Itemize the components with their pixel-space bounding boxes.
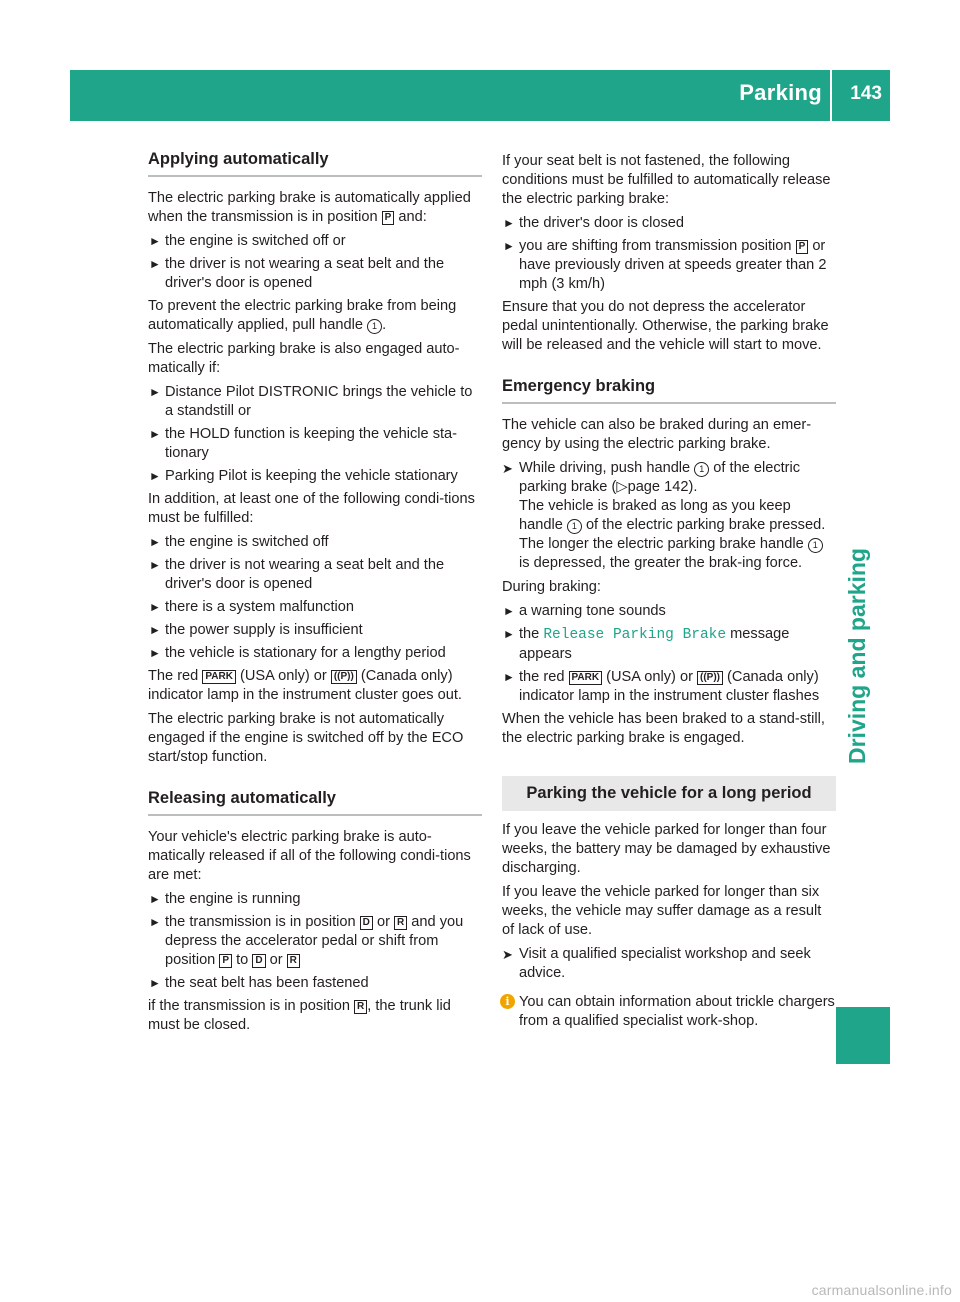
list-item: ► the driver is not wearing a seat belt and the driver's door is opened — [149, 557, 445, 592]
bullet-icon: ► — [149, 469, 161, 483]
bullet-list — [148, 383, 482, 486]
bullet-icon: ► — [149, 558, 161, 572]
list-item: ► you are shifting from transmission position P or have previously driven at speeds greater than 2 mph (3 km/h) — [503, 238, 827, 292]
gear-p-icon: P — [382, 211, 395, 225]
list-item: ► the engine is switched off or — [149, 233, 346, 249]
heading-applying: Applying automatically — [148, 150, 482, 177]
bullet-icon: ► — [503, 604, 515, 618]
right-column — [502, 152, 836, 1031]
list-item: ► Distance Pilot DISTRONIC brings the vehicle to a standstill or — [149, 384, 473, 419]
paragraph: If you leave the vehicle parked for longer than four weeks, the battery may be damaged by exhaustive discharging. — [502, 822, 831, 876]
bullet-icon: ► — [149, 646, 161, 660]
bullet-list — [502, 214, 836, 294]
step-arrow-icon: ➤ — [502, 947, 513, 962]
list-item: ► the HOLD function is keeping the vehicle sta-tionary — [149, 426, 458, 461]
page-ref-arrow-icon: ▷ — [616, 479, 628, 495]
handle-1-icon: 1 — [367, 319, 382, 334]
paragraph: During braking: — [502, 579, 601, 595]
bullet-icon: ► — [503, 239, 515, 253]
gear-r-icon: R — [394, 916, 407, 930]
bullet-icon: ► — [503, 670, 515, 684]
list-item: ► Parking Pilot is keeping the vehicle stationary — [149, 468, 458, 484]
list-item: ► the driver is not wearing a seat belt and the driver's door is opened — [149, 256, 445, 291]
section-title: Parking — [739, 80, 822, 105]
bullet-icon: ► — [149, 892, 161, 906]
instruction-step: ➤ Visit a qualified specialist workshop and seek advice. — [502, 946, 811, 981]
handle-1-icon: 1 — [567, 519, 582, 534]
list-item: ► the driver's door is closed — [503, 215, 685, 231]
list-item: ► the vehicle is stationary for a lengthy period — [149, 645, 446, 661]
bullet-icon: ► — [503, 627, 515, 641]
info-note: i You can obtain information about trickle chargers from a qualified specialist work-shop. — [502, 993, 836, 1031]
gear-d-icon: D — [360, 916, 373, 930]
bullet-icon: ► — [149, 427, 161, 441]
page-header — [70, 70, 890, 121]
list-item: ► the engine is running — [149, 891, 301, 907]
paragraph: If your seat belt is not fastened, the following conditions must be fulfilled to automatically release the electric parking brake: — [502, 153, 831, 207]
gear-d-icon: D — [252, 954, 265, 968]
heading-releasing: Releasing automatically — [148, 789, 482, 816]
page-number: 143 — [850, 83, 882, 104]
paragraph: The vehicle can also be braked during an emer-gency by using the electric parking brake. — [502, 417, 812, 452]
list-item: ► the power supply is insufficient — [149, 622, 363, 638]
handle-1-icon: 1 — [808, 538, 823, 553]
paragraph: Ensure that you do not depress the accelerator pedal unintentionally. Otherwise, the parking brake will be released and the vehicle will start to move. — [502, 299, 829, 353]
bullet-icon: ► — [149, 257, 161, 271]
heading-emergency: Emergency braking — [502, 377, 836, 404]
heading-long-period: Parking the vehicle for a long period — [502, 776, 836, 811]
paragraph: In addition, at least one of the following condi-tions must be fulfilled: — [148, 491, 475, 526]
paragraph: The electric parking brake is automatically applied when the transmission is in position P and: — [148, 190, 471, 225]
watermark-text: carmanualsonline.info — [811, 1282, 952, 1298]
paragraph: The electric parking brake is not automatically engaged if the engine is switched off by the ECO start/stop function. — [148, 711, 464, 765]
step-arrow-icon: ➤ — [502, 461, 513, 476]
gear-p-icon: P — [796, 240, 809, 254]
bullet-icon: ► — [503, 216, 515, 230]
bullet-list — [148, 533, 482, 663]
bullet-icon: ► — [149, 623, 161, 637]
instruction-step: ➤ While driving, push handle 1 of the electric parking brake (▷page 142). The vehicle is braked as long as you keep handle 1 of the electric parking brake pressed. The longer the electric parking brake handle 1 is depressed, the greater the brak-ing force. — [502, 460, 826, 571]
gear-p-icon: P — [219, 954, 232, 968]
paragraph: Your vehicle's electric parking brake is auto-matically released if all of the following condi-tions are met: — [148, 829, 471, 883]
list-item: ► the Release Parking Brake message appears — [503, 626, 790, 662]
bullet-icon: ► — [149, 915, 161, 929]
info-icon: i — [500, 994, 515, 1009]
gear-r-icon: R — [287, 954, 300, 968]
list-item: ► the red PARK (USA only) or ((P)) (Canada only) indicator lamp in the instrument cluster flashes — [503, 669, 820, 704]
paragraph: When the vehicle has been braked to a stand-still, the electric parking brake is engaged. — [502, 711, 825, 746]
paragraph: The red PARK (USA only) or ((P)) (Canada only) indicator lamp in the instrument cluster goes out. — [148, 668, 462, 703]
list-item: ► there is a system malfunction — [149, 599, 354, 615]
page-reference-link[interactable]: page 142 — [627, 479, 689, 495]
list-item: ► the transmission is in position D or R and you depress the accelerator pedal or shift from position P to D or R — [149, 914, 464, 968]
brake-lamp-icon: ((P)) — [331, 670, 357, 684]
chapter-tab — [836, 536, 896, 776]
chapter-marker — [836, 1007, 890, 1064]
bullet-icon: ► — [149, 234, 161, 248]
chapter-label: Driving and parking — [844, 548, 870, 764]
bullet-list — [502, 602, 836, 706]
paragraph: if the transmission is in position R , the trunk lid must be closed. — [148, 998, 451, 1033]
paragraph: The electric parking brake is also engaged auto-matically if: — [148, 341, 460, 376]
bullet-icon: ► — [149, 535, 161, 549]
handle-1-icon: 1 — [694, 462, 709, 477]
park-lamp-icon: PARK — [202, 670, 236, 684]
bullet-list — [148, 232, 482, 293]
gear-r-icon: R — [354, 1000, 367, 1014]
bullet-list — [148, 890, 482, 993]
display-message: Release Parking Brake — [543, 627, 727, 643]
list-item: ► the engine is switched off — [149, 534, 329, 550]
paragraph: If you leave the vehicle parked for longer than six weeks, the vehicle may suffer damage as a result of lack of use. — [502, 884, 822, 938]
list-item: ► a warning tone sounds — [503, 603, 666, 619]
bullet-icon: ► — [149, 976, 161, 990]
paragraph: To prevent the electric parking brake from being automatically applied, pull handle 1 . — [148, 298, 457, 333]
left-column — [148, 150, 482, 1040]
brake-lamp-icon: ((P)) — [697, 671, 723, 685]
bullet-icon: ► — [149, 600, 161, 614]
bullet-icon: ► — [149, 385, 161, 399]
park-lamp-icon: PARK — [569, 671, 603, 685]
header-divider — [830, 70, 832, 121]
list-item: ► the seat belt has been fastened — [149, 975, 369, 991]
